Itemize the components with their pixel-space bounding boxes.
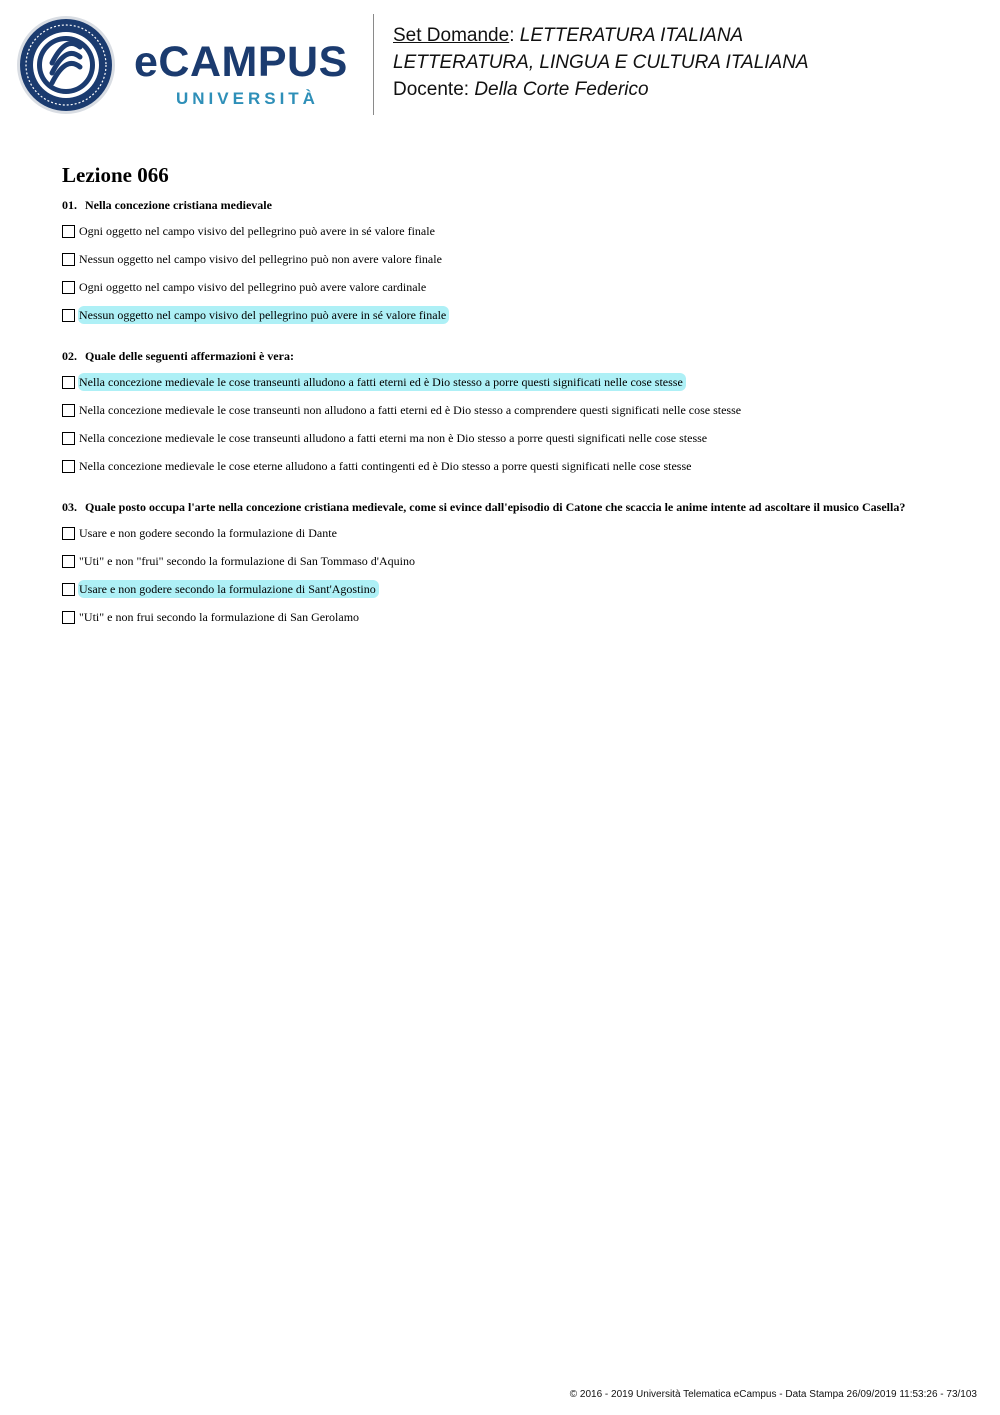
answer-text: Usare e non godere secondo la formulazione di Dante — [79, 526, 337, 540]
logo-wordmark: eCAMPUS — [134, 38, 348, 86]
answer-checkbox[interactable] — [62, 253, 75, 266]
page-header — [0, 0, 1000, 130]
question-02 — [62, 349, 932, 475]
answer-checkbox[interactable] — [62, 432, 75, 445]
question-heading — [62, 500, 932, 514]
question-text: Nella concezione cristiana medievale — [85, 198, 272, 212]
question-number: 01. — [62, 198, 77, 212]
question-text: Quale delle seguenti affermazioni è vera: — [85, 349, 294, 363]
set-label: Set Domande — [393, 25, 510, 46]
question-text: Quale posto occupa l'arte nella concezione cristiana medievale, come si evince dall'episodio di Catone che scaccia le anime intente ad ascoltare il musico Casella? — [85, 500, 906, 514]
answer-option[interactable] — [62, 552, 932, 570]
course-name: LETTERATURA, LINGUA E CULTURA ITALIANA — [393, 52, 809, 73]
answer-text: Ogni oggetto nel campo visivo del pellegrino può avere valore cardinale — [79, 280, 427, 294]
set-line — [393, 22, 809, 49]
answer-text: Nella concezione medievale le cose transeunti alludono a fatti eterni ma non è Dio stesso a porre questi significati nelle cose stesse — [79, 431, 708, 445]
answer-text: "Uti" e non frui secondo la formulazione di San Gerolamo — [79, 610, 360, 624]
answer-text-highlighted: Nessun oggetto nel campo visivo del pellegrino può avere in sé valore finale — [78, 306, 449, 324]
logo-subtitle: UNIVERSITÀ — [176, 89, 319, 108]
question-number: 03. — [62, 500, 77, 514]
answer-checkbox[interactable] — [62, 404, 75, 417]
answer-text: Nella concezione medievale le cose transeunti non alludono a fatti eterni ed è Dio stesso a comprendere questi significati nelle cose stesse — [79, 403, 742, 417]
answer-option[interactable] — [62, 373, 932, 391]
question-heading — [62, 198, 932, 212]
answer-checkbox[interactable] — [62, 281, 75, 294]
set-separator: : — [509, 25, 520, 46]
answer-text: Nella concezione medievale le cose eterne alludono a fatti contingenti ed è Dio stesso a porre questi significati nelle cose stesse — [79, 459, 692, 473]
answer-option[interactable] — [62, 306, 932, 324]
answer-option[interactable] — [62, 222, 932, 240]
teacher-line — [393, 76, 809, 103]
answer-checkbox[interactable] — [62, 376, 75, 389]
subject-name: LETTERATURA ITALIANA — [519, 25, 744, 46]
page-footer: © 2016 - 2019 Università Telematica eCampus - Data Stampa 26/09/2019 11:53:26 - 73/103 — [569, 1389, 977, 1400]
question-number: 02. — [62, 349, 77, 363]
answer-text: Ogni oggetto nel campo visivo del pellegrino può avere in sé valore finale — [79, 224, 435, 238]
answer-checkbox[interactable] — [62, 583, 75, 596]
header-info — [393, 22, 809, 103]
answer-option[interactable] — [62, 278, 932, 296]
answer-checkbox[interactable] — [62, 527, 75, 540]
answer-checkbox[interactable] — [62, 555, 75, 568]
question-heading — [62, 349, 932, 363]
answer-text-highlighted: Usare e non godere secondo la formulazione di Sant'Agostino — [78, 580, 379, 598]
question-03 — [62, 500, 932, 626]
answer-option[interactable] — [62, 580, 932, 598]
teacher-label: Docente: — [393, 79, 475, 100]
header-divider — [373, 14, 374, 115]
answer-text: Nessun oggetto nel campo visivo del pellegrino può non avere valore finale — [79, 252, 442, 266]
question-01 — [62, 198, 932, 324]
answer-checkbox[interactable] — [62, 225, 75, 238]
answer-option[interactable] — [62, 250, 932, 268]
answer-checkbox[interactable] — [62, 309, 75, 322]
answer-option[interactable] — [62, 401, 932, 419]
ecampus-logo — [16, 15, 361, 115]
answer-checkbox[interactable] — [62, 611, 75, 624]
answer-text: "Uti" e non "frui" secondo la formulazione di San Tommaso d'Aquino — [79, 554, 415, 568]
lesson-title: Lezione 066 — [62, 163, 169, 187]
answer-option[interactable] — [62, 429, 932, 447]
answer-text-highlighted: Nella concezione medievale le cose transeunti alludono a fatti eterni ed è Dio stesso a porre questi significati nelle cose stesse — [78, 373, 686, 391]
answer-option[interactable] — [62, 608, 932, 626]
answer-checkbox[interactable] — [62, 460, 75, 473]
answer-option[interactable] — [62, 524, 932, 542]
answer-option[interactable] — [62, 457, 932, 475]
university-seal-icon — [16, 15, 116, 115]
teacher-name: Della Corte Federico — [474, 79, 649, 100]
